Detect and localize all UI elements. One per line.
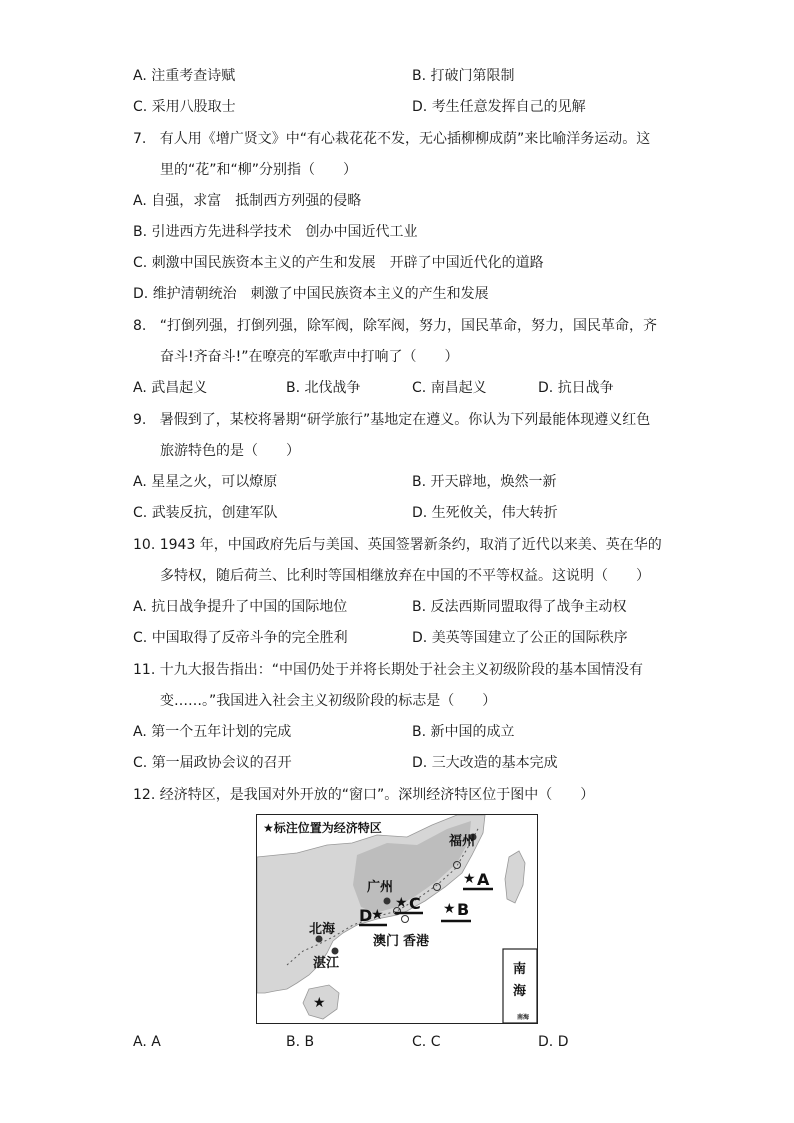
map-figure	[257, 815, 537, 1023]
q6-option-b[interactable]: B. 打破门第限制	[412, 68, 515, 84]
star-a-icon: ★	[463, 871, 476, 887]
marker-c: C	[409, 894, 421, 913]
q10-option-c[interactable]: C. 中国取得了反帝斗争的完全胜利	[133, 630, 348, 646]
q9-option-a[interactable]: A. 星星之火，可以燎原	[133, 474, 278, 490]
q8-option-c[interactable]: C. 南昌起义	[412, 380, 487, 396]
q12-number: 12.	[133, 787, 156, 803]
star-c-icon: ★	[395, 895, 408, 911]
q10-option-d[interactable]: D. 美英等国建立了公正的国际秩序	[412, 630, 628, 646]
label-guangzhou: 广州	[367, 880, 394, 895]
q10-stem-line1: 10. 1943 年，中国政府先后与美国、英国签署新条约，取消了近代以来美、英在华的	[133, 537, 662, 553]
q11-option-a[interactable]: A. 第一个五年计划的完成	[133, 724, 292, 740]
star-b-icon: ★	[443, 901, 456, 917]
taiwan-island	[505, 851, 525, 903]
q12-option-b[interactable]: B. B	[286, 1034, 315, 1050]
label-fuzhou: 福州	[449, 834, 476, 849]
q8-stem-line2: 奋斗!齐奋斗!”在嘹亮的军歌声中打响了（ ）	[160, 349, 459, 365]
q9-option-b[interactable]: B. 开天辟地，焕然一新	[412, 474, 557, 490]
q9-option-d[interactable]: D. 生死攸关，伟大转折	[412, 505, 558, 521]
q9-stem-line2: 旅游特色的是（ ）	[160, 443, 300, 459]
q7-stem-line2: 里的“花”和“柳”分别指（ ）	[160, 162, 358, 178]
inset-label-hai: 海	[513, 984, 527, 999]
sez-map	[256, 814, 538, 1024]
q11-number: 11.	[133, 662, 156, 678]
q7-stem-line1: 7. 有人用《增广贤文》中“有心栽花花不发，无心插柳柳成荫”来比喻洋务运动。这	[133, 131, 651, 147]
q8-option-a[interactable]: A. 武昌起义	[133, 380, 208, 396]
label-hongkong: 香港	[403, 934, 430, 949]
guangzhou-dot	[384, 898, 391, 905]
marker-d: D	[359, 906, 373, 925]
q8-number: 8.	[133, 318, 147, 334]
marker-b: B	[457, 900, 470, 919]
q10-option-b[interactable]: B. 反法西斯同盟取得了战争主动权	[412, 599, 627, 615]
coastal-city-circle	[402, 916, 409, 923]
q8-option-d[interactable]: D. 抗日战争	[538, 380, 614, 396]
q10-stem-line2: 多特权，随后荷兰、比利时等国相继放弃在中国的不平等权益。这说明（ ）	[160, 568, 650, 584]
q6-option-a[interactable]: A. 注重考查诗赋	[133, 68, 236, 84]
q7-option-a[interactable]: A. 自强，求富 抵制西方列强的侵略	[133, 193, 362, 209]
q11-stem-line1: 11. 十九大报告指出：“中国仍处于并将长期处于社会主义初级阶段的基本国情没有	[133, 662, 643, 678]
q12-stem: 12. 经济特区，是我国对外开放的“窗口”。深圳经济特区位于图中（ ）	[133, 787, 595, 803]
marker-a: A	[477, 870, 490, 889]
q8-option-b[interactable]: B. 北伐战争	[286, 380, 361, 396]
q11-option-b[interactable]: B. 新中国的成立	[412, 724, 515, 740]
label-macau: 澳门	[373, 934, 400, 949]
q12-option-c[interactable]: C. C	[412, 1034, 441, 1050]
q7-option-d[interactable]: D. 维护清朝统治 刺激了中国民族资本主义的产生和发展	[133, 286, 489, 302]
q11-stem-line2: 变……。”我国进入社会主义初级阶段的标志是（ ）	[160, 693, 497, 709]
inset-small-label: 南海	[517, 1014, 530, 1021]
q11-option-d[interactable]: D. 三大改造的基本完成	[412, 755, 558, 771]
star-hainan-icon: ★	[313, 995, 326, 1011]
zhanjiang-dot	[332, 948, 339, 955]
inset-label-nan: 南	[513, 962, 527, 977]
map-legend: ★标注位置为经济特区	[263, 821, 382, 835]
q9-option-c[interactable]: C. 武装反抗，创建军队	[133, 505, 278, 521]
q6-option-c[interactable]: C. 采用八股取士	[133, 99, 236, 115]
q11-option-c[interactable]: C. 第一届政协会议的召开	[133, 755, 292, 771]
q12-option-d[interactable]: D. D	[538, 1034, 569, 1050]
q7-option-b[interactable]: B. 引进西方先进科学技术 创办中国近代工业	[133, 224, 418, 240]
q9-stem-line1: 9. 暑假到了，某校将暑期“研学旅行”基地定在遵义。你认为下列最能体现遵义红色	[133, 412, 651, 428]
label-zhanjiang: 湛江	[313, 956, 340, 971]
q6-option-d[interactable]: D. 考生任意发挥自己的见解	[412, 99, 586, 115]
q7-number: 7.	[133, 131, 147, 147]
label-beihai: 北海	[309, 922, 336, 937]
q9-number: 9.	[133, 412, 147, 428]
q7-option-c[interactable]: C. 刺激中国民族资本主义的产生和发展 开辟了中国近代化的道路	[133, 255, 544, 271]
q8-stem-line1: 8. “打倒列强，打倒列强，除军阀，除军阀，努力，国民革命，努力，国民革命，齐	[133, 318, 657, 334]
q10-option-a[interactable]: A. 抗日战争提升了中国的国际地位	[133, 599, 348, 615]
star-d-icon: ★	[371, 907, 384, 923]
q12-option-a[interactable]: A. A	[133, 1034, 161, 1050]
q10-number: 10.	[133, 537, 156, 553]
